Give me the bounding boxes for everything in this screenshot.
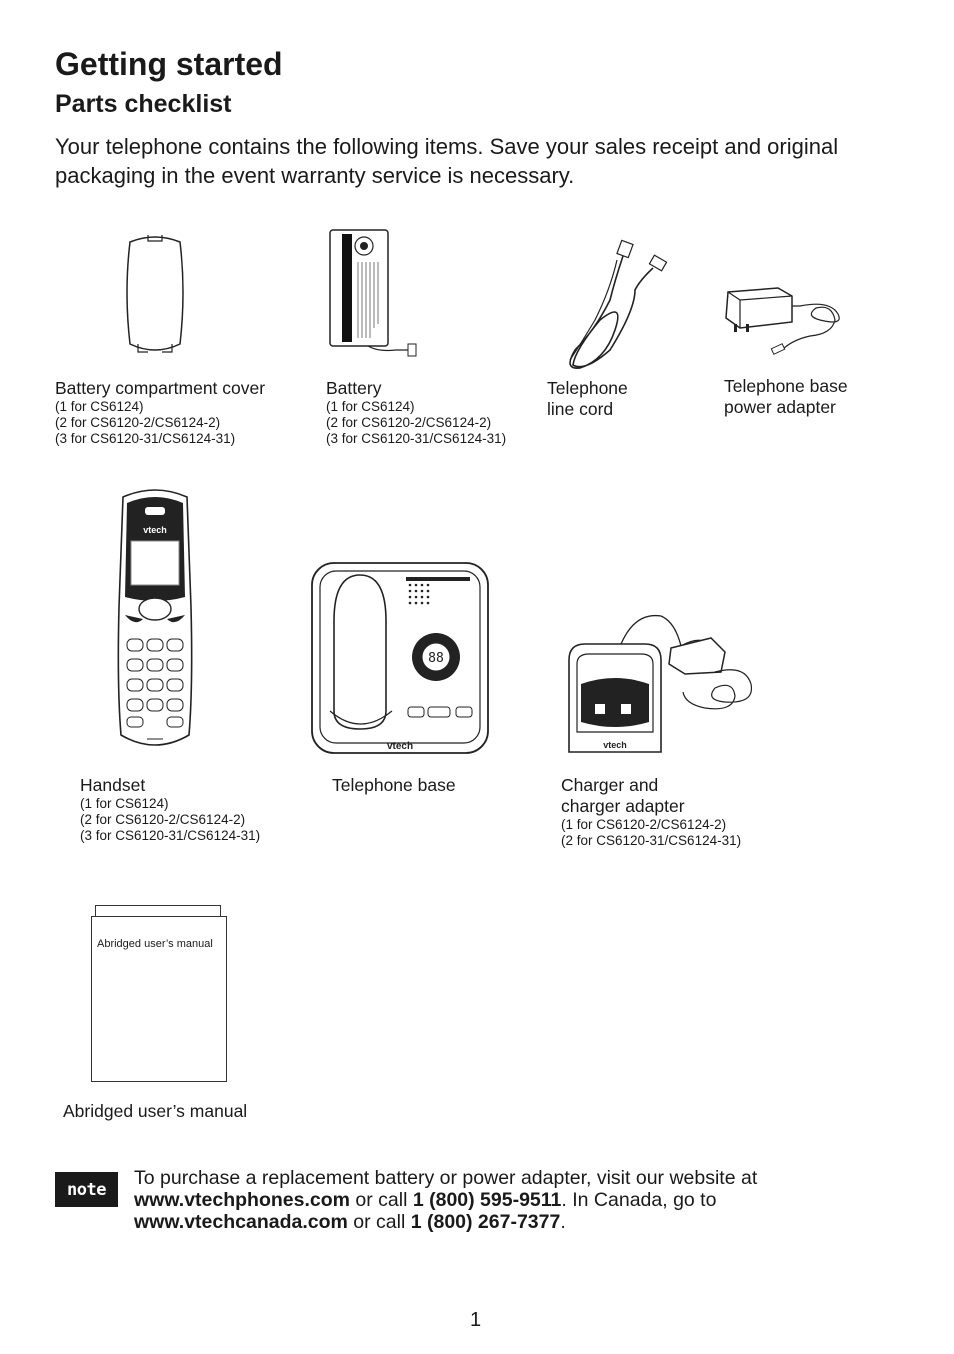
charger-title-1: Charger and xyxy=(561,775,659,795)
base-illustration xyxy=(310,561,490,757)
charger-label xyxy=(561,775,811,849)
handset-qty-1: (1 for CS6124) xyxy=(80,796,169,811)
charger-brand: vtech xyxy=(603,740,627,750)
battery-cover-label xyxy=(55,378,305,447)
base-title: Telephone base xyxy=(332,775,456,795)
battery-cover-qty-1: (1 for CS6124) xyxy=(55,399,144,414)
section-title: Parts checklist xyxy=(55,90,232,118)
note-phone-canada: 1 (800) 267-7377 xyxy=(410,1211,561,1233)
base-brand: vtech xyxy=(386,741,414,752)
power-adapter-title-2: power adapter xyxy=(724,397,836,417)
battery-illustration xyxy=(328,228,420,363)
line-cord-label xyxy=(547,378,697,420)
battery-qty-1: (1 for CS6124) xyxy=(326,399,415,414)
battery-title: Battery xyxy=(326,378,382,398)
manual-title: Abridged user’s manual xyxy=(63,1101,248,1121)
note-text-5: . xyxy=(560,1211,566,1233)
intro-text: Your telephone contains the following items. Save your sales receipt and original packaging in the event warranty service is necessary. xyxy=(55,134,839,188)
note-text-1: To purchase a replacement battery or power adapter, visit our website at xyxy=(134,1167,758,1189)
line-cord-illustration xyxy=(555,240,680,375)
battery-cover-title: Battery compartment cover xyxy=(55,378,266,398)
note-phone-us: 1 (800) 595-9511 xyxy=(412,1189,562,1211)
note-badge: note xyxy=(55,1172,118,1207)
charger-title-2: charger adapter xyxy=(561,796,685,816)
handset-title: Handset xyxy=(80,775,146,795)
handset-brand: vtech xyxy=(143,525,167,535)
note-text-3: . In Canada, go to xyxy=(561,1189,717,1211)
line-cord-title-2: line cord xyxy=(547,399,614,419)
charger-qty-1: (1 for CS6120-2/CS6124-2) xyxy=(561,817,727,832)
battery-label xyxy=(326,378,546,447)
line-cord-title-1: Telephone xyxy=(547,378,628,398)
handset-qty-2: (2 for CS6120-2/CS6124-2) xyxy=(80,812,246,827)
battery-qty-2: (2 for CS6120-2/CS6124-2) xyxy=(326,415,492,430)
note-text-2: or call xyxy=(350,1189,413,1211)
base-label xyxy=(332,775,532,796)
charger-qty-2: (2 for CS6120-31/CS6124-31) xyxy=(561,833,742,848)
battery-cover-qty-3: (3 for CS6120-31/CS6124-31) xyxy=(55,431,236,446)
handset-label xyxy=(80,775,300,844)
power-adapter-illustration xyxy=(720,280,860,360)
note-url-vtechphones[interactable]: www.vtechphones.com xyxy=(134,1189,350,1211)
note-text-4: or call xyxy=(347,1211,411,1233)
power-adapter-title-1: Telephone base xyxy=(724,376,848,396)
battery-cover-qty-2: (2 for CS6120-2/CS6124-2) xyxy=(55,415,221,430)
battery-cover-illustration xyxy=(120,232,190,362)
handset-illustration xyxy=(113,487,197,755)
handset-qty-3: (3 for CS6120-31/CS6124-31) xyxy=(80,828,261,843)
battery-qty-3: (3 for CS6120-31/CS6124-31) xyxy=(326,431,507,446)
page-number: 1 xyxy=(470,1309,482,1331)
note-text xyxy=(134,1167,894,1233)
page-title: Getting started xyxy=(55,46,283,82)
manual-cover xyxy=(91,916,227,1082)
manual-cover-text: Abridged user’s manual xyxy=(97,938,213,950)
note-url-vtechcanada[interactable]: www.vtechcanada.com xyxy=(134,1211,348,1233)
power-adapter-label xyxy=(724,376,924,418)
charger-illustration xyxy=(565,612,765,754)
base-display: 88 xyxy=(428,651,444,666)
